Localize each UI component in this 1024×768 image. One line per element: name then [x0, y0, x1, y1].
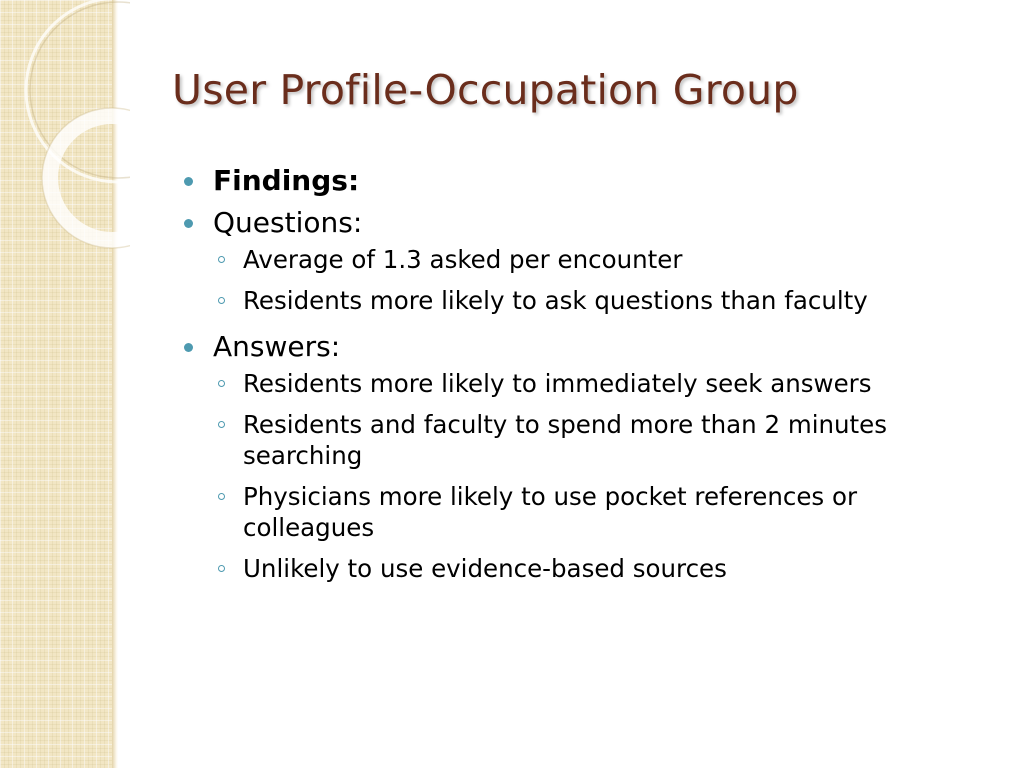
bullet-dot-icon: [184, 177, 193, 186]
bullet-text: Findings:: [213, 164, 360, 197]
slide-title: User Profile-Occupation Group: [172, 66, 799, 114]
bullet-answers: [180, 326, 980, 584]
ring-bullet-icon: [218, 380, 225, 387]
ring-bullet-icon: [218, 297, 225, 304]
sub-bullet-text: Residents and faculty to spend more than 2 minutes searching: [243, 410, 887, 470]
bullet-text: Answers:: [213, 330, 341, 363]
bullet-text: Questions:: [213, 206, 363, 239]
bullet-dot-icon: [184, 219, 193, 228]
sub-bullet-list: [213, 244, 980, 316]
bullet-list: [180, 160, 980, 584]
ring-bullet-icon: [218, 565, 225, 572]
sub-bullet-text: Unlikely to use evidence-based sources: [243, 554, 727, 583]
bullet-questions: [180, 202, 980, 316]
sub-bullet-item: [213, 368, 980, 399]
sub-bullet-list: [213, 368, 980, 584]
sub-bullet-text: Residents more likely to immediately seek answers: [243, 369, 872, 398]
sub-bullet-item: [213, 244, 980, 275]
bullet-dot-icon: [184, 343, 193, 352]
decorative-side-panel: [0, 0, 112, 768]
bullet-findings: [180, 160, 980, 202]
sub-bullet-text: Average of 1.3 asked per encounter: [243, 245, 683, 274]
slide-body: [180, 160, 980, 594]
sub-bullet-item: [213, 409, 980, 471]
ring-bullet-icon: [218, 493, 225, 500]
ring-bullet-icon: [218, 421, 225, 428]
ring-bullet-icon: [218, 256, 225, 263]
sub-bullet-text: Physicians more likely to use pocket references or colleagues: [243, 482, 858, 542]
side-panel-edge: [112, 0, 118, 768]
sub-bullet-text: Residents more likely to ask questions than faculty: [243, 286, 868, 315]
sub-bullet-item: [213, 285, 980, 316]
sub-bullet-item: [213, 553, 980, 584]
sub-bullet-item: [213, 481, 980, 543]
